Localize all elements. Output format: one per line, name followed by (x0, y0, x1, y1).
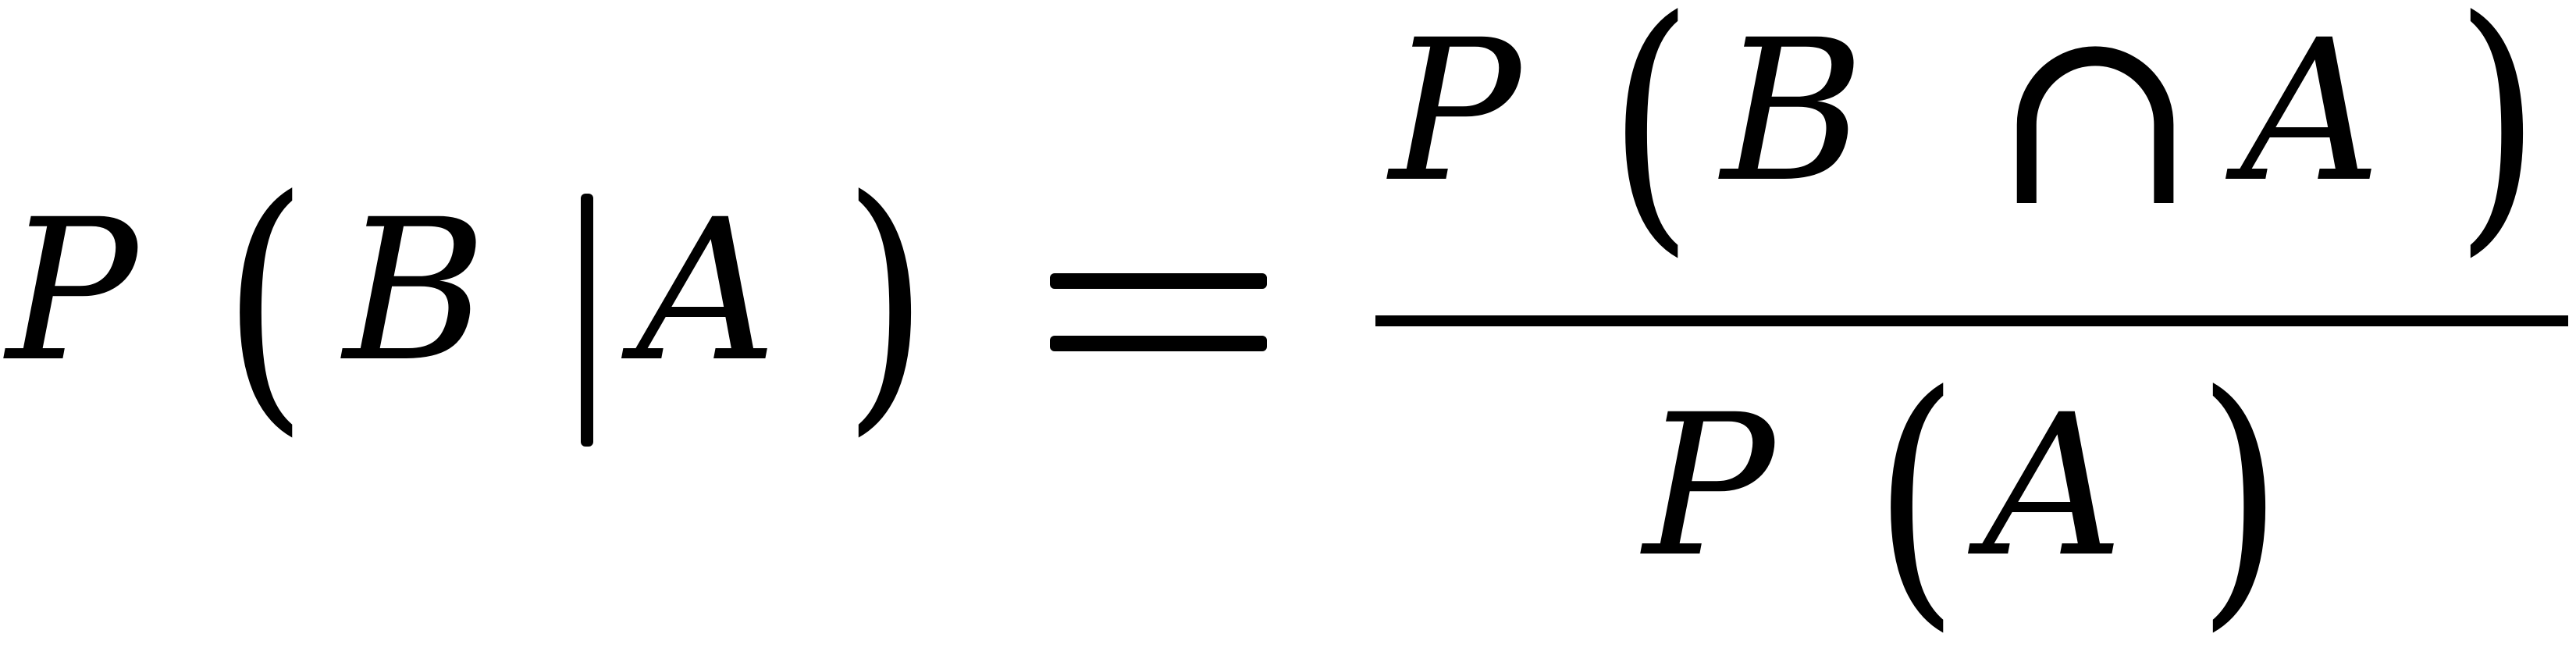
numerator-open-paren: ( (1608, 0, 1694, 280)
denominator-open-paren: ( (1873, 336, 1959, 655)
lhs-close-paren: ) (843, 141, 929, 460)
lhs-open-paren: ( (222, 141, 308, 460)
numerator-event-a: A (2240, 0, 2382, 225)
numerator-event-b: B (1721, 0, 1865, 225)
denominator-event-a: A (1983, 372, 2124, 600)
denominator-close-paren: ) (2197, 336, 2283, 655)
intersection-symbol: ∩ (1991, 0, 2201, 262)
lhs-function-p: P (6, 177, 138, 404)
given-bar (581, 194, 593, 447)
numerator-function-p: P (1389, 0, 1521, 225)
equals-top-bar (1050, 273, 1267, 289)
equals-bottom-bar (1050, 336, 1267, 351)
denominator-function-p: P (1643, 372, 1775, 600)
lhs-event-a: A (636, 177, 777, 404)
fraction-line (1375, 315, 2568, 326)
numerator-close-paren: ) (2455, 0, 2541, 280)
lhs-event-b: B (343, 177, 487, 404)
